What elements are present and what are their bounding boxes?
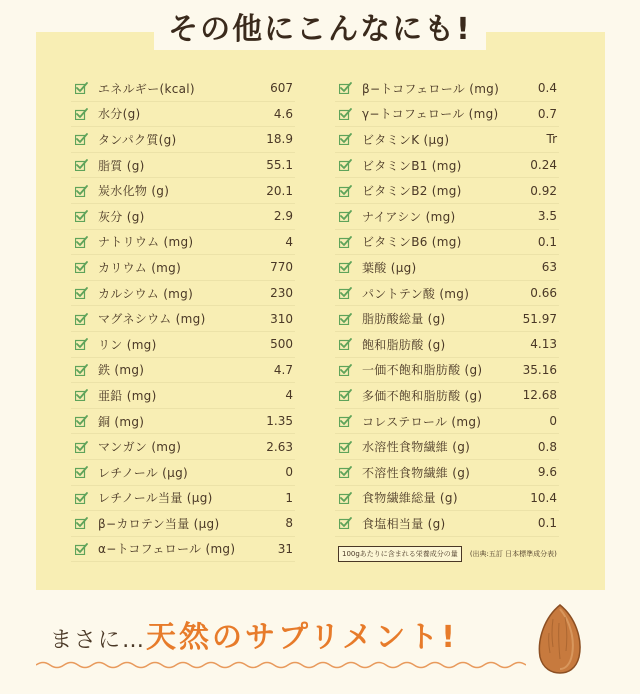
nutrient-value: 310	[270, 311, 293, 326]
checkbox-check-icon	[75, 364, 88, 376]
nutrient-row	[335, 76, 559, 102]
nutrient-value: 0	[549, 414, 557, 429]
checkbox-check-icon	[75, 261, 88, 273]
checkbox-check-icon	[75, 82, 88, 94]
nutrient-row	[71, 153, 295, 179]
nutrient-name: マグネシウム (mg)	[98, 312, 206, 327]
nutrient-name: 水分(g)	[98, 107, 141, 122]
checkbox-check-icon	[339, 133, 352, 145]
nutrient-value: 55.1	[266, 158, 293, 173]
nutrient-name: γ−トコフェロール (mg)	[362, 107, 499, 122]
nutrient-name: 飽和脂肪酸 (g)	[362, 337, 446, 352]
nutrient-row	[335, 204, 559, 230]
nutrient-name: 鉄 (mg)	[98, 363, 145, 378]
checkbox-check-icon	[339, 185, 352, 197]
nutrient-row	[335, 230, 559, 256]
nutrient-row	[335, 486, 559, 512]
nutrient-name: 銅 (mg)	[98, 414, 145, 429]
nutrient-name: ビタミンK (μg)	[362, 132, 450, 147]
nutrient-row	[71, 255, 295, 281]
nutrient-value: 8	[285, 516, 293, 531]
nutrient-name: ナトリウム (mg)	[98, 235, 194, 250]
checkbox-check-icon	[75, 389, 88, 401]
slogan-lead: まさに…	[50, 628, 147, 653]
nutrient-row	[335, 281, 559, 307]
nutrient-name: カリウム (mg)	[98, 260, 182, 275]
nutrient-row	[71, 230, 295, 256]
checkbox-check-icon	[339, 261, 352, 273]
nutrient-name: 灰分 (g)	[98, 209, 145, 224]
nutrient-value: 0.66	[530, 286, 557, 301]
nutrient-row	[335, 358, 559, 384]
nutrient-name: 葉酸 (μg)	[362, 260, 417, 275]
checkbox-check-icon	[339, 210, 352, 222]
nutrient-row	[71, 127, 295, 153]
checkbox-check-icon	[75, 159, 88, 171]
nutrient-row	[335, 332, 559, 358]
nutrient-row	[71, 383, 295, 409]
checkbox-check-icon	[75, 441, 88, 453]
nutrient-name: 亜鉛 (mg)	[98, 388, 157, 403]
nutrient-value: 0.1	[537, 516, 557, 531]
checkbox-check-icon	[339, 364, 352, 376]
checkbox-check-icon	[75, 313, 88, 325]
checkbox-check-icon	[339, 82, 352, 94]
nutrition-list-left	[71, 76, 295, 562]
source-note	[338, 546, 557, 562]
nutrient-row	[335, 127, 559, 153]
checkbox-check-icon	[75, 543, 88, 555]
nutrient-name: ビタミンB6 (mg)	[362, 235, 462, 250]
checkbox-check-icon	[75, 133, 88, 145]
checkbox-check-icon	[339, 236, 352, 248]
nutrient-name: タンパク質(g)	[98, 132, 177, 147]
checkbox-check-icon	[339, 517, 352, 529]
nutrient-value: 607	[270, 81, 293, 96]
checkbox-check-icon	[339, 338, 352, 350]
nutrient-row	[71, 332, 295, 358]
nutrient-name: 食塩相当量 (g)	[362, 516, 446, 531]
nutrient-value: 12.68	[522, 388, 557, 403]
checkbox-check-icon	[339, 441, 352, 453]
nutrition-list-right	[335, 76, 559, 537]
nutrient-value: 20.1	[266, 183, 293, 198]
page-heading	[0, 10, 640, 50]
nutrient-value: 4	[285, 234, 293, 249]
wavy-underline	[36, 660, 526, 670]
nutrient-row	[335, 409, 559, 435]
nutrient-name: ナイアシン (mg)	[362, 209, 456, 224]
nutrient-value: 2.9	[273, 209, 293, 224]
checkbox-check-icon	[75, 287, 88, 299]
almond-icon	[535, 603, 585, 675]
nutrient-row	[71, 434, 295, 460]
nutrient-name: コレステロール (mg)	[362, 414, 482, 429]
nutrient-value: 4	[285, 388, 293, 403]
nutrient-row	[335, 255, 559, 281]
nutrient-row	[71, 409, 295, 435]
nutrient-row	[71, 511, 295, 537]
nutrient-value: 1	[285, 490, 293, 505]
nutrient-row	[335, 178, 559, 204]
nutrient-value: 4.13	[530, 337, 557, 352]
nutrient-value: 0.1	[537, 234, 557, 249]
checkbox-check-icon	[75, 108, 88, 120]
nutrient-row	[335, 383, 559, 409]
nutrient-name: 炭水化物 (g)	[98, 184, 170, 199]
nutrient-row	[335, 306, 559, 332]
nutrient-name: マンガン (mg)	[98, 440, 182, 455]
nutrient-row	[335, 460, 559, 486]
checkbox-check-icon	[75, 236, 88, 248]
checkbox-check-icon	[339, 108, 352, 120]
nutrient-value: 230	[270, 286, 293, 301]
nutrient-name: カルシウム (mg)	[98, 286, 194, 301]
nutrient-row	[71, 76, 295, 102]
checkbox-check-icon	[75, 415, 88, 427]
nutrient-name: 食物繊維総量 (g)	[362, 491, 458, 506]
nutrient-value: 4.6	[273, 106, 293, 121]
checkbox-check-icon	[75, 338, 88, 350]
checkbox-check-icon	[339, 313, 352, 325]
nutrient-value: 1.35	[266, 414, 293, 429]
nutrient-name: 水溶性食物繊維 (g)	[362, 440, 471, 455]
nutrient-name: α−トコフェロール (mg)	[98, 542, 236, 557]
nutrient-value: 500	[270, 337, 293, 352]
nutrient-value: 0.4	[537, 81, 557, 96]
nutrient-value: 4.7	[273, 362, 293, 377]
checkbox-check-icon	[75, 210, 88, 222]
nutrient-name: レチノール当量 (μg)	[98, 491, 213, 506]
nutrient-name: 脂肪酸総量 (g)	[362, 312, 446, 327]
nutrient-name: 脂質 (g)	[98, 158, 145, 173]
nutrient-name: リン (mg)	[98, 337, 157, 352]
checkbox-check-icon	[75, 466, 88, 478]
nutrient-name: エネルギー(kcal)	[98, 81, 195, 96]
nutrient-row	[335, 153, 559, 179]
nutrient-value: Tr	[546, 132, 557, 147]
checkbox-check-icon	[75, 517, 88, 529]
nutrient-row	[71, 306, 295, 332]
nutrient-name: 多価不飽和脂肪酸 (g)	[362, 388, 483, 403]
nutrient-value: 0.7	[537, 106, 557, 121]
nutrient-name: β−カロテン当量 (μg)	[98, 516, 220, 531]
nutrient-row	[71, 486, 295, 512]
nutrient-row	[71, 281, 295, 307]
per-100g-label: 100gあたりに含まれる栄養成分の量	[338, 546, 462, 562]
checkbox-check-icon	[75, 185, 88, 197]
source-citation: (出典:五訂 日本標準成分表)	[469, 550, 557, 558]
checkbox-check-icon	[339, 389, 352, 401]
nutrient-value: 9.6	[537, 465, 557, 480]
nutrient-row	[71, 358, 295, 384]
nutrient-name: β−トコフェロール (mg)	[362, 81, 500, 96]
slogan	[50, 612, 458, 656]
nutrient-row	[71, 178, 295, 204]
nutrient-row	[71, 204, 295, 230]
checkbox-check-icon	[339, 466, 352, 478]
nutrient-row	[335, 102, 559, 128]
nutrient-name: ビタミンB1 (mg)	[362, 158, 462, 173]
slogan-main: 天然のサプリメント!	[146, 620, 458, 655]
nutrient-value: 2.63	[266, 439, 293, 454]
nutrient-row	[335, 434, 559, 460]
nutrient-value: 18.9	[266, 132, 293, 147]
nutrient-value: 0	[285, 465, 293, 480]
checkbox-check-icon	[339, 159, 352, 171]
nutrient-row	[71, 102, 295, 128]
page-title: その他にこんなにも!	[154, 10, 486, 50]
nutrient-value: 0.92	[530, 183, 557, 198]
nutrient-value: 0.8	[537, 439, 557, 454]
nutrient-value: 51.97	[522, 311, 557, 326]
nutrient-row	[335, 511, 559, 537]
nutrient-row	[71, 537, 295, 563]
nutrient-name: レチノール (μg)	[98, 465, 188, 480]
checkbox-check-icon	[339, 287, 352, 299]
nutrient-value: 770	[270, 260, 293, 275]
nutrient-row	[71, 460, 295, 486]
nutrient-name: パントテン酸 (mg)	[362, 286, 470, 301]
checkbox-check-icon	[75, 492, 88, 504]
nutrient-value: 10.4	[530, 490, 557, 505]
nutrient-value: 0.24	[530, 158, 557, 173]
nutrient-value: 31	[277, 541, 293, 556]
nutrient-value: 63	[541, 260, 557, 275]
nutrient-name: 一価不飽和脂肪酸 (g)	[362, 363, 483, 378]
nutrient-name: ビタミンB2 (mg)	[362, 184, 462, 199]
checkbox-check-icon	[339, 415, 352, 427]
nutrient-value: 35.16	[522, 362, 557, 377]
checkbox-check-icon	[339, 492, 352, 504]
nutrient-value: 3.5	[537, 209, 557, 224]
nutrient-name: 不溶性食物繊維 (g)	[362, 465, 471, 480]
